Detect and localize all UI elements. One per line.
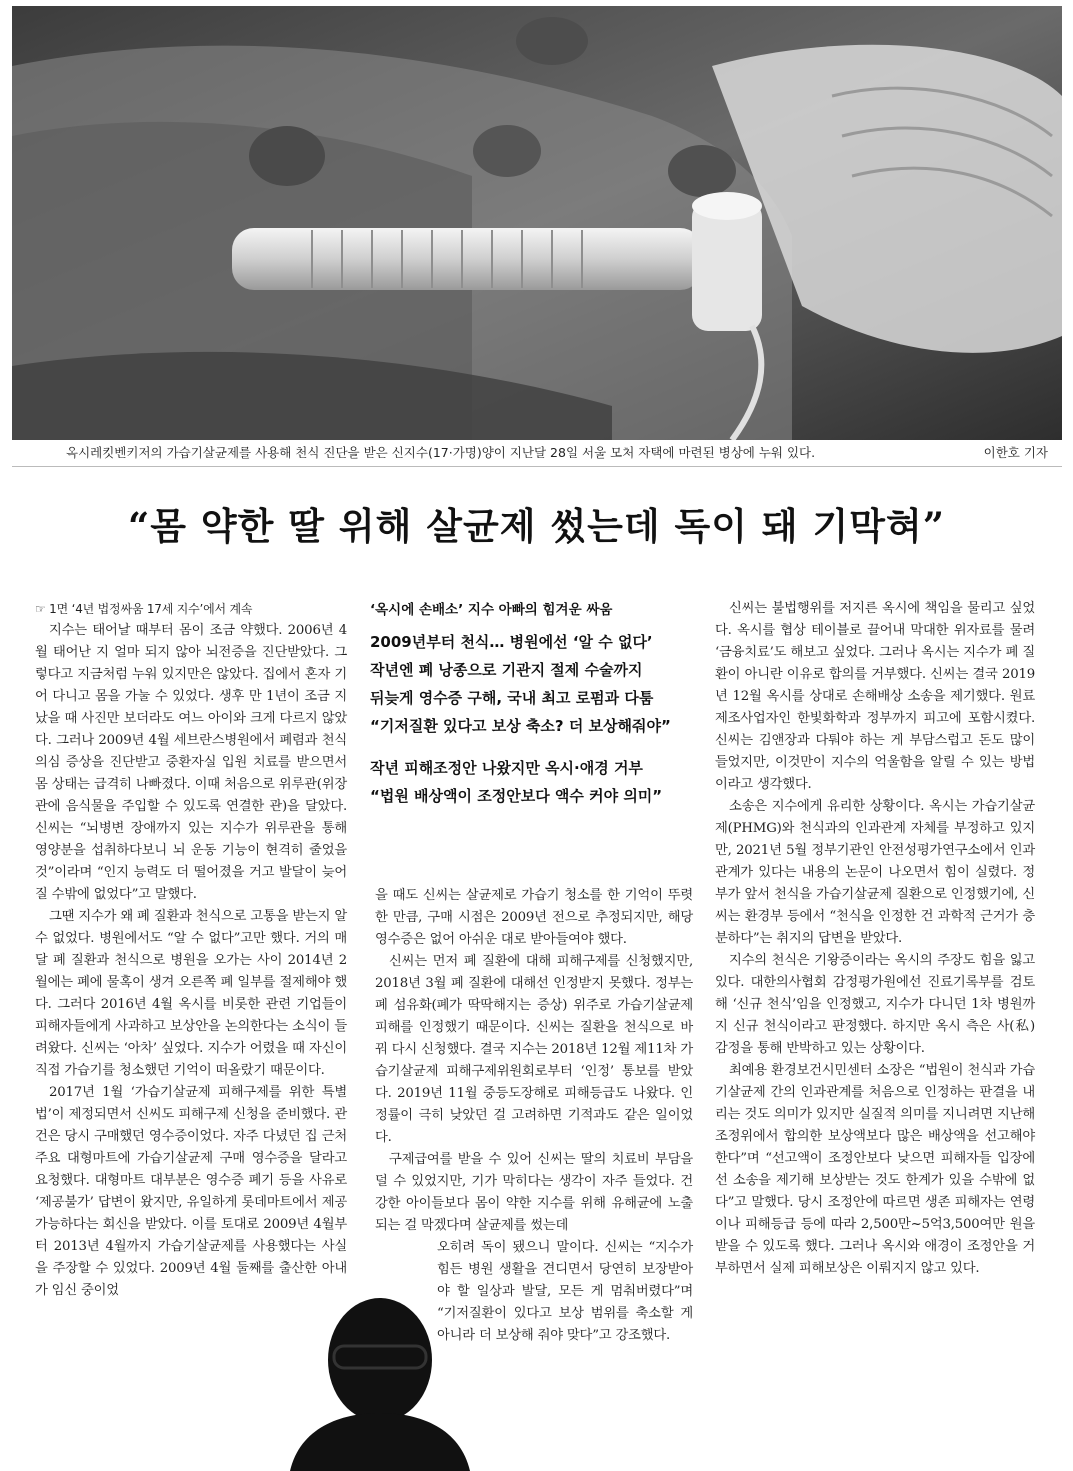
article-column-1 (35, 598, 347, 1302)
paragraph: 2017년 1월 ‘가습기살균제 피해구제를 위한 특별법’이 제정되면서 신씨도 피해구제 신청을 준비했다. 관건은 당시 구매했던 영수증이었다. 자주 다녔던 집 근처 주요 대형마트에 가습기살균제 구매 영수증을 달라고 요청했다. 대형마트 대부분은 영수증 폐기 등을 사유로 ‘제공불가’ 답변이 왔지만, 유일하게 롯데마트에서 제공 가능하다는 회신을 받았다. 이를 토대로 2009년 4월부터 2013년 4월까지 가습기살균제를 사용했다는 사실을 주장할 수 있었다. 2009년 4월 둘째를 출산한 아내가 임신 중이었 (35, 1085, 347, 1298)
photo-caption-bar (12, 440, 1062, 467)
paragraph: 그땐 지수가 왜 폐 질환과 천식으로 고통을 받는지 알 수 없었다. 병원에서도 “알 수 없다”고만 했다. 거의 매달 폐 질환과 천식으로 병원을 오가는 사이 2014년 2월에는 폐에 물혹이 생겨 오른쪽 폐 일부를 절제해야 했다. 그러다 2016년 4월 옥시를 비롯한 관련 기업들이 피해자들에게 사과하고 보상안을 논의한다는 소식이 들려왔다. 신씨는 ‘아차’ 싶었다. 지수가 어렸을 때 자신이 직접 가습기를 청소했던 기억이 떠올랐기 때문이다. (35, 909, 347, 1078)
subhead-label: ‘옥시에 손배소’ 지수 아빠의 힘겨운 싸움 (370, 602, 613, 618)
subhead-line: “기저질환 있다고 보상 축소? 더 보상해줘야” (370, 717, 671, 735)
paragraph: 최예용 환경보건시민센터 소장은 “법원이 천식과 가습기살균제 간의 인과관계를 처음으로 인정하는 판결을 내리는 것도 의미가 있지만 실질적 의미를 지니려면 지난해 조정위에서 합의한 보상액보다 많은 배상액을 선고해야 한다”며 “선고액이 조정안보다 낮으면 피해자들 입장에선 소송을 제기해 보상받는 것도 한계가 있을 수밖에 없다”고 말했다. 당시 조정안에 따르면 생존 피해자는 연령이나 피해등급 등에 따라 2,500만~5억3,500여만 원을 받을 수 있도록 했다. 그러나 옥시와 애경이 조정안을 거부하면서 실제 피해보상은 이뤄지지 않고 있다. (715, 1063, 1035, 1276)
subhead-line: 2009년부터 천식… 병원에선 ‘알 수 없다’ (370, 633, 653, 651)
subhead-line: 작년 피해조정안 나왔지만 옥시·애경 거부 (370, 759, 643, 777)
photo-credit: 이한호 기자 (983, 445, 1048, 460)
article-column-2 (375, 885, 693, 1347)
father-silhouette-photo (280, 1288, 480, 1471)
paragraph: 을 때도 신씨는 살균제로 가습기 청소를 한 기억이 뚜렷한 만큼, 구매 시점은 2009년 전으로 추정되지만, 해당 영수증은 없어 아쉬운 대로 받아들여야 했다. (375, 888, 693, 947)
paragraph: 지수의 천식은 기왕증이라는 옥시의 주장도 힘을 잃고 있다. 대한의사협회 감정평가원에선 진료기록부를 검토해 ‘신규 천식’임을 인정했고, 지수가 다니던 1차 병원까지 신규 천식이라고 판정했다. 하지만 옥시 측은 사(私)감정을 통해 반박하고 있는 상황이다. (715, 953, 1035, 1056)
subhead-line: 뒤늦게 영수증 구해, 국내 최고 로펌과 다툼 (370, 689, 654, 707)
paragraph: 소송은 지수에게 유리한 상황이다. 옥시는 가습기살균제(PHMG)와 천식과의 인과관계 자체를 부정하고 있지만, 2021년 5월 정부기관인 안전성평가연구소에서 인과관계가 있다는 내용의 논문이 나오면서 힘이 실렸다. 정부가 앞서 천식을 가습기살균제 질환으로 인정했기에, 신씨는 환경부 등에서 “천식을 인정한 건 과학적 근거가 충분하다”는 취지의 답변을 받았다. (715, 799, 1035, 946)
subhead-line: 작년엔 폐 낭종으로 기관지 절제 수술까지 (370, 661, 643, 679)
continued-from: ☞ 1면 ‘4년 법정싸움 17세 지수’에서 계속 (35, 602, 253, 616)
paragraph: 지수는 태어날 때부터 몸이 조금 약했다. 2006년 4월 태어난 지 얼마 되지 않아 뇌전증을 진단받았다. 그렇다고 지금처럼 누워 있지만은 않았다. 집에서 혼자 기어 다니고 몸을 가눌 수 있었다. 생후 만 1년이 조금 지났을 때 사진만 보더라도 여느 아이와 크게 다르지 않았다. 그러나 2009년 4월 세브란스병원에서 폐렴과 천식 의심 증상을 진단받고 중환자실 입원 치료를 받으면서 몸 상태는 급격히 나빠졌다. 이때 처음으로 위루관(위장관에 음식물을 주입할 수 있도록 연결한 관)을 달았다. 신씨는 “뇌병변 장애까지 있는 지수가 위루관을 통해 영양분을 섭취하다보니 뇌 운동 기능이 현격히 줄었을 것”이라며 “인지 능력도 더 떨어졌을 거고 발달이 늦어질 수밖에 없었다”고 말했다. (35, 623, 347, 902)
silhouette-icon (280, 1288, 480, 1471)
paragraph: 구제급여를 받을 수 있어 신씨는 딸의 치료비 부담을 덜 수 있었지만, 기가 막히다는 생각이 자주 들었다. 건강한 아이들보다 몸이 약한 지수를 위해 유해균에 노출되는 걸 막겠다며 살균제를 썼는데 (375, 1152, 693, 1233)
paragraph: 오히려 독이 됐으니 말이다. 신씨는 “지수가 힘든 병원 생활을 견디면서 당연히 보장받아야 할 일상과 발달, 모든 게 멈춰버렸다”며 “기저질환이 있다고 보상 범위를 축소할 게 아니라 더 보상해 줘야 맞다”고 강조했다. (437, 1240, 693, 1343)
subhead-box (370, 598, 700, 810)
article-column-3 (715, 598, 1035, 1280)
patient-bed-photo (12, 6, 1062, 440)
headline: “몸 약한 딸 위해 살균제 썼는데 독이 돼 기막혀” (128, 504, 945, 548)
hero-photo (12, 6, 1062, 440)
photo-caption: 옥시레킷벤키저의 가습기살균제를 사용해 천식 진단을 받은 신지수(17·가명)양이 지난달 28일 서울 모처 자택에 마련된 병상에 누워 있다. (66, 445, 816, 460)
subhead-line: “법원 배상액이 조정안보다 액수 커야 의미” (370, 787, 663, 805)
paragraph: 신씨는 먼저 폐 질환에 대해 피해구제를 신청했지만, 2018년 3월 폐 질환에 대해선 인정받지 못했다. 정부는 폐 섬유화(폐가 딱딱해지는 증상) 위주로 가습기살균제 피해를 인정했기 때문이다. 신씨는 질환을 천식으로 바꿔 다시 신청했다. 결국 지수는 2018년 12월 제11차 가습기살균제 피해구제위원회로부터 ‘인정’ 통보를 받았다. 2019년 11월 중등도장해로 피해등급도 나왔다. 인정률이 극히 낮았던 걸 고려하면 기적과도 같은 일이었다. (375, 954, 693, 1145)
paragraph: 신씨는 불법행위를 저지른 옥시에 책임을 물리고 싶었다. 옥시를 협상 테이블로 끌어내 막대한 위자료를 물려 ‘금융치료’도 해보고 싶었다. 그러나 옥시는 지수가 폐 질환이 아니란 이유로 합의를 거부했다. 신씨는 결국 2019년 12월 옥시를 상대로 손해배상 소송을 제기했다. 원료 제조사업자인 한빛화학과 정부까지 피고에 포함시켰다. 신씨는 김앤장과 다퉈야 하는 게 부담스럽고 돈도 많이 들었지만, 이것만이 지수의 억울함을 알릴 수 있는 방법이라고 생각했다. (715, 601, 1035, 792)
